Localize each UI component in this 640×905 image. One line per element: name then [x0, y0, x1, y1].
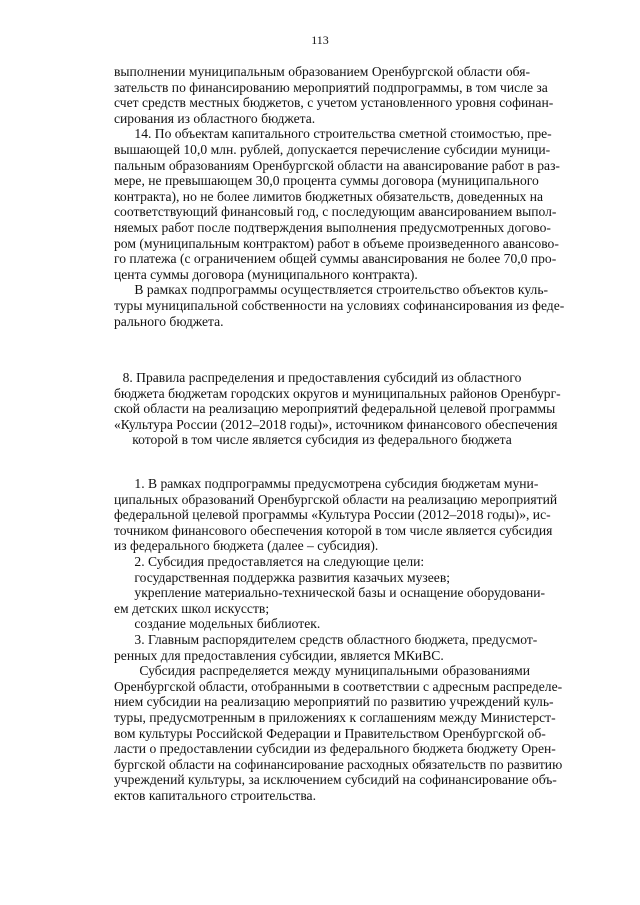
text-line: бургской области на софинансирование расходных обязательств по развитию: [114, 756, 563, 772]
text-line: зательств по финансированию мероприятий подпрограммы, в том числе за: [114, 79, 548, 95]
text-line: ектов капитального строительства.: [114, 787, 316, 803]
text-line: Субсидия распределяется между муниципальными образованиями: [114, 663, 530, 679]
heading-line: «Культура России (2012–2018 годы)», источником финансового обеспечения: [114, 416, 558, 432]
text-line: Оренбургской области, отобранными в соответствии с адресным распределе-: [114, 678, 563, 694]
text-line: няемых работ после подтверждения выполнения предусмотренных догово-: [114, 219, 551, 235]
text-line: точником финансового обеспечения которой в том числе является субсидия: [114, 522, 553, 538]
heading-line: бюджета бюджетам городских округов и муниципальных районов Оренбург-: [114, 385, 561, 401]
text-line: ципальных образований Оренбургской области на реализацию мероприятий: [114, 491, 558, 507]
text-line: укрепление материально-технической базы и оснащение оборудовани-: [114, 585, 546, 601]
text-line: ем детских школ искусств;: [114, 600, 270, 616]
text-line: 1. В рамках подпрограммы предусмотрена субсидия бюджетам муни-: [114, 476, 539, 491]
text-line: пальным образованиям Оренбургской области на авансирование работ в раз-: [114, 157, 560, 173]
text-line: государственная поддержка развития казачьих музеев;: [114, 569, 451, 585]
page-number: 113: [311, 33, 329, 47]
text-line: соответствующий финансовый год, с последующим авансированием выпол-: [114, 204, 557, 220]
heading-line: ской области на реализацию мероприятий федеральной целевой программы: [114, 401, 556, 417]
text-line: цента суммы договора (муниципального контракта).: [114, 266, 418, 282]
text-line: учреждений культуры, за исключением субсидий на софинансирование объ-: [114, 772, 557, 788]
text-line: вом культуры Российской Федерации и Правительством Оренбургской об-: [114, 725, 546, 741]
paragraph-continuation: [114, 64, 554, 126]
text-line: контракта), но не более лимитов бюджетных обязательств, доведенных на: [114, 188, 544, 204]
paragraph-item-14: [114, 126, 560, 282]
heading-line: которой в том числе является субсидия из федерального бюджета: [132, 432, 512, 448]
paragraph-construction: [114, 282, 565, 329]
text-line: 14. По объектам капитального строительства сметной стоимостью, пре-: [114, 126, 552, 142]
text-line: рального бюджета.: [114, 313, 224, 329]
text-line: ром (муниципальным контрактом) работ в объеме произведенного авансово-: [114, 235, 559, 251]
text-line: го платежа (с ограничением общей суммы авансирования не более 70,0 про-: [114, 251, 557, 267]
text-line: из федерального бюджета (далее – субсидия).: [114, 538, 379, 554]
text-line: мере, не превышающем 30,0 процента суммы договора (муниципального: [114, 173, 539, 189]
text-line: выполнении муниципальным образованием Оренбургской области обя-: [114, 64, 530, 79]
text-line: нием субсидии на реализацию мероприятий по развитию учреждений куль-: [114, 694, 554, 710]
text-line: счет средств местных бюджетов, с учетом установленного уровня софинан-: [114, 95, 554, 111]
text-line: вышающей 10,0 млн. рублей, допускается перечисление субсидии муници-: [114, 141, 551, 157]
body-text-bottom: [114, 476, 563, 803]
text-line: федеральной целевой программы «Культура России (2012–2018 годы)», ис-: [114, 507, 551, 523]
text-line: создание модельных библиотек.: [114, 616, 321, 632]
text-line: туры муниципальной собственности на условиях софинансирования из феде-: [114, 297, 565, 313]
text-line: ласти о предоставлении субсидии из федерального бюджета бюджету Орен-: [114, 741, 556, 757]
section-heading: [114, 370, 561, 448]
text-line: 3. Главным распорядителем средств областного бюджета, предусмот-: [114, 631, 538, 647]
text-line: сирования из областного бюджета.: [114, 110, 316, 126]
text-line: 2. Субсидия предоставляется на следующие цели:: [114, 553, 425, 569]
body-text-top: [114, 64, 565, 329]
text-line: туры, предусмотренным в приложениях к соглашениям между Министерст-: [114, 709, 556, 725]
text-line: ренных для предоставления субсидии, является МКиВС.: [114, 647, 444, 663]
text-line: В рамках подпрограммы осуществляется строительство объектов куль-: [114, 282, 549, 298]
heading-line: 8. Правила распределения и предоставления субсидий из областного: [122, 370, 522, 385]
